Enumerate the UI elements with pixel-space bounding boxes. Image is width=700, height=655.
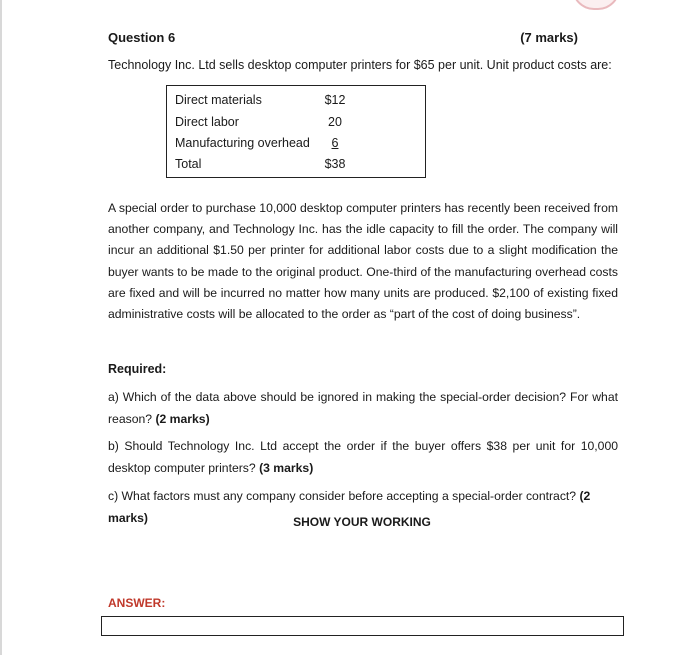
required-heading: Required: xyxy=(108,362,167,376)
cost-row-direct-materials xyxy=(175,93,415,111)
required-item-marks: (3 marks) xyxy=(259,460,314,475)
required-item-text: b) Should Technology Inc. Ltd accept the order if the buyer offers $38 per unit for 10,000 desktop computer printers? xyxy=(108,439,618,475)
cost-label: Manufacturing overhead xyxy=(175,136,310,150)
page-edge xyxy=(0,0,2,655)
required-item-marks: (2 marks) xyxy=(155,411,210,426)
question-title: Question 6 xyxy=(108,30,176,45)
cost-amount: 20 xyxy=(328,115,342,129)
required-item-marks: (2 marks) xyxy=(108,489,591,525)
cost-row-manufacturing-overhead xyxy=(175,136,415,154)
cost-label: Direct materials xyxy=(175,93,262,107)
required-item-a xyxy=(108,387,618,430)
cost-row-total xyxy=(175,157,415,175)
question-header xyxy=(108,30,578,50)
cost-amount: $38 xyxy=(324,157,346,171)
cost-row-direct-labor xyxy=(175,115,415,133)
question-marks: (7 marks) xyxy=(520,30,578,45)
university-seal-logo xyxy=(572,0,620,10)
cost-label: Direct labor xyxy=(175,115,239,129)
required-item-b xyxy=(108,436,618,479)
required-item-text: a) Which of the data above should be ignored in making the special-order decision? For what reason? xyxy=(108,390,618,426)
cost-amount: $12 xyxy=(324,93,346,107)
cost-label: Total xyxy=(175,157,202,171)
unit-cost-table xyxy=(166,85,426,178)
show-working-instruction: SHOW YOUR WORKING xyxy=(293,515,431,529)
cost-amount: 6 xyxy=(331,136,339,150)
intro-text: Technology Inc. Ltd sells desktop computer printers for $65 per unit. Unit product costs are: xyxy=(108,58,612,72)
required-item-text: c) What factors must any company consider before accepting a special-order contract? xyxy=(108,489,580,503)
scenario-paragraph: A special order to purchase 10,000 desktop computer printers has recently been received from another company, and Technology Inc. has the idle capacity to fill the order. The company will incur an additional $1.50 per printer for additional labor costs due to a slight modification the buyer wants to be made to the original product. One-third of the manufacturing overhead costs are fixed and will be incurred no matter how many units are produced. $2,100 of existing fixed administrative costs will be allocated to the order as “part of the cost of doing business”. xyxy=(108,201,618,322)
answer-label: ANSWER: xyxy=(108,596,166,610)
answer-input-box[interactable] xyxy=(101,616,624,636)
